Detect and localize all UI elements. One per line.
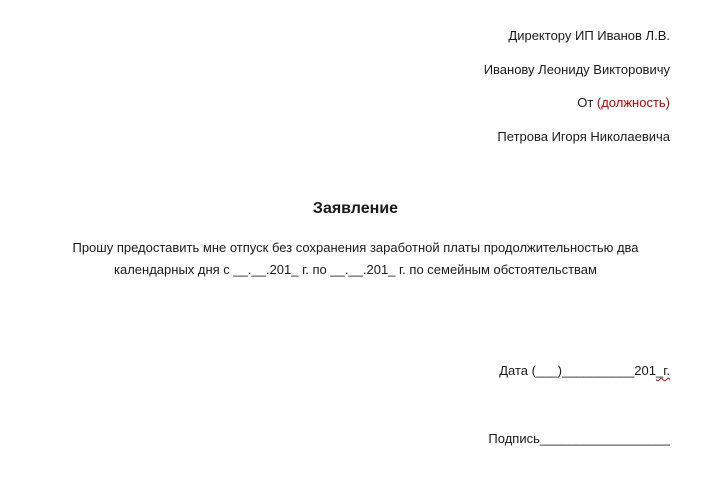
addressee-line-1: Директору ИП Иванов Л.В.: [508, 28, 670, 43]
date-suffix: _г.: [656, 363, 670, 378]
from-position: (должность): [596, 95, 670, 110]
sender-name: Петрова Игоря Николаевича: [497, 129, 670, 144]
from-prefix: От: [577, 95, 597, 110]
date-line: [499, 363, 670, 379]
date-text: Дата (___)__________201: [499, 363, 656, 378]
document-title: Заявление: [312, 200, 399, 217]
from-line: [577, 95, 670, 111]
body-line-2: календарных дня с __.__.201_ г. по __.__.201_ г. по семейным обстоятельствам: [114, 262, 597, 277]
addressee-line-2: Иванову Леониду Викторовичу: [483, 62, 670, 77]
body-line-1: Прошу предоставить мне отпуск без сохранения заработной платы продолжительностью два: [72, 240, 639, 255]
signature-line: Подпись__________________: [488, 431, 670, 446]
